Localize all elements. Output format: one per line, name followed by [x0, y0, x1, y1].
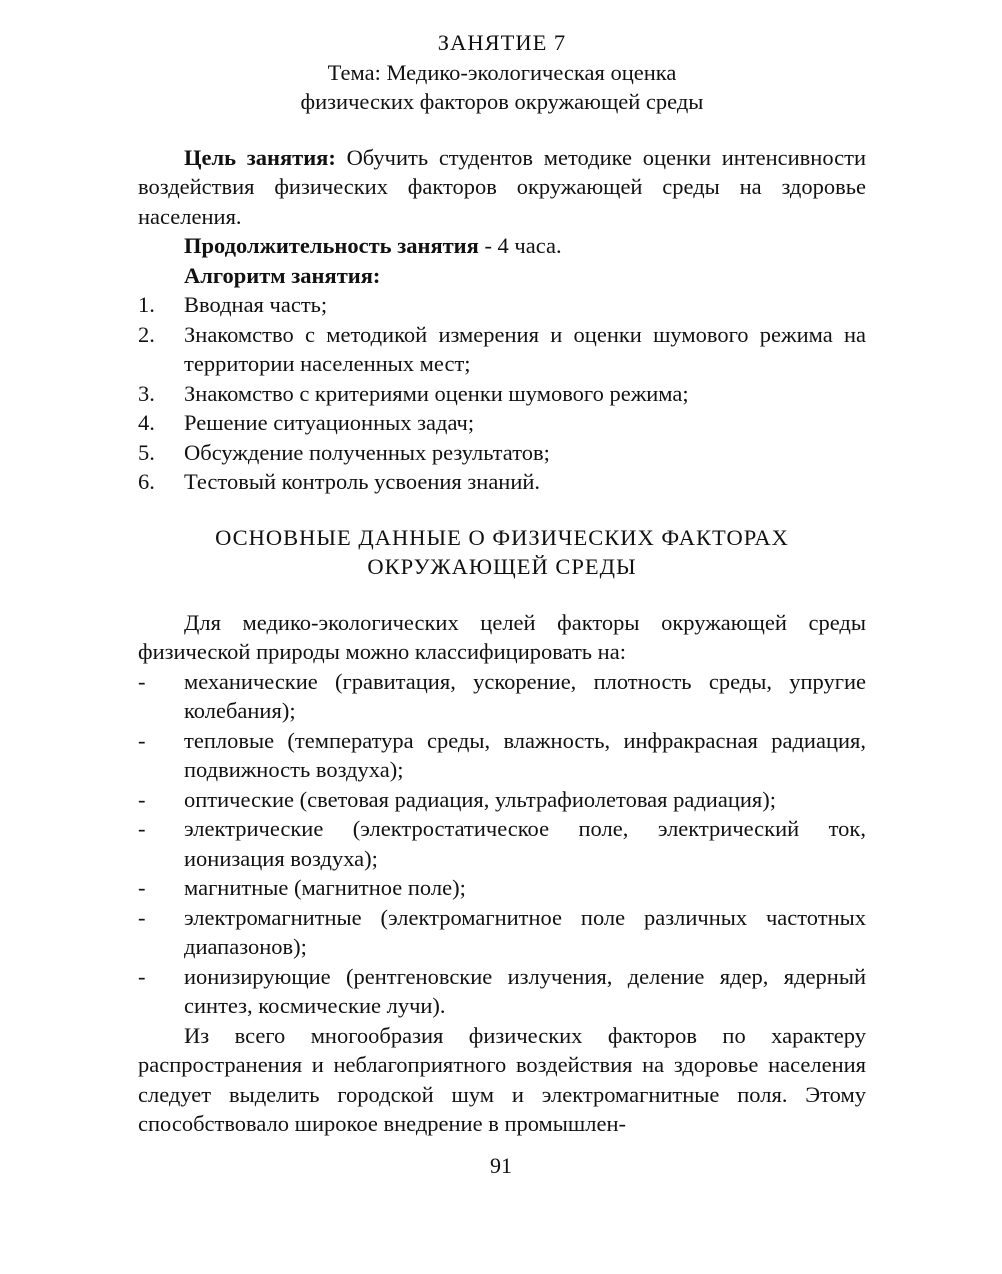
list-item: [138, 726, 866, 785]
factors-list: [138, 667, 866, 1021]
duration-label: Продолжительность занятия: [184, 233, 479, 258]
intro-paragraph: Для медико-экологических целей факторы окружающей среды физической природы можно классифицировать на:: [138, 609, 866, 664]
topic-line-1: Тема: Медико-экологическая оценка: [327, 59, 677, 85]
list-item: [138, 814, 866, 873]
closing-paragraph: Из всего многообразия физических факторов по характеру распространения и неблагоприятного воздействия на здоровье населения следует выделить городской шум и электромагнитные поля. Этому способствовало широкое внедрение в промышлен-: [138, 1022, 866, 1136]
list-number: 4.: [138, 410, 155, 435]
goal-text: Обучить студентов методике оценки интенсивности воздействия физических факторов окружающей среды на здоровье населения.: [138, 144, 867, 229]
section-heading-line-2: ОКРУЖАЮЩЕЙ СРЕДЫ: [367, 554, 637, 579]
list-item: [138, 873, 866, 903]
list-number: 3.: [138, 380, 155, 406]
algorithm-label: Алгоритм занятия:: [184, 262, 381, 288]
list-item: [138, 667, 866, 726]
list-dash: -: [138, 875, 146, 900]
list-item-text: электромагнитные (электромагнитное поле различных частотных диапазонов);: [184, 904, 866, 959]
list-number: 5.: [138, 439, 155, 465]
list-item: [138, 379, 866, 409]
list-dash: -: [138, 904, 146, 930]
document-page: [138, 28, 866, 1139]
list-number: 1.: [138, 292, 155, 317]
section-heading-line-1: ОСНОВНЫЕ ДАННЫЕ О ФИЗИЧЕСКИХ ФАКТОРАХ: [215, 524, 789, 550]
list-dash: -: [138, 786, 146, 812]
topic-line-2: физических факторов окружающей среды: [300, 89, 704, 114]
list-item-text: тепловые (температура среды, влажность, инфракрасная радиация, подвижность воздуха);: [184, 727, 866, 782]
list-number: 2.: [138, 321, 155, 347]
duration-text: - 4 часа.: [478, 233, 562, 258]
list-item-text: электрические (электростатическое поле, электрический ток, ионизация воздуха);: [184, 816, 866, 871]
list-number: 6.: [138, 469, 155, 494]
list-item: [138, 785, 866, 815]
goal-label: Цель занятия:: [184, 144, 336, 170]
list-item: [138, 320, 866, 379]
list-item-text: магнитные (магнитное поле);: [184, 875, 466, 900]
list-item: [138, 962, 866, 1021]
list-item: [138, 467, 866, 497]
goal-paragraph: [138, 143, 866, 232]
list-dash: -: [138, 727, 146, 753]
list-item-text: Обсуждение полученных результатов;: [184, 439, 550, 465]
list-item: [138, 903, 866, 962]
duration-line: [138, 231, 866, 261]
list-dash: -: [138, 816, 146, 841]
list-item: [138, 290, 866, 320]
list-dash: -: [138, 668, 146, 694]
list-item-text: Решение ситуационных задач;: [184, 410, 475, 435]
list-item-text: оптические (световая радиация, ультрафиолетовая радиация);: [184, 786, 777, 812]
list-dash: -: [138, 963, 146, 989]
list-item-text: механические (гравитация, ускорение, плотность среды, упругие колебания);: [184, 668, 866, 723]
list-item: [138, 408, 866, 438]
algorithm-heading: [138, 261, 866, 291]
page-number: 91: [490, 1153, 512, 1178]
list-item-text: Знакомство с методикой измерения и оценки шумового режима на территории населенных мест;: [184, 321, 866, 376]
list-item-text: ионизирующие (рентгеновские излучения, деление ядер, ядерный синтез, космические лучи).: [184, 963, 866, 1018]
list-item: [138, 438, 866, 468]
lesson-title: ЗАНЯТИЕ 7: [437, 30, 567, 55]
algorithm-list: [138, 290, 866, 497]
list-item-text: Тестовый контроль усвоения знаний.: [184, 469, 541, 494]
list-item-text: Знакомство с критериями оценки шумового режима;: [184, 380, 689, 406]
list-item-text: Вводная часть;: [184, 292, 328, 317]
